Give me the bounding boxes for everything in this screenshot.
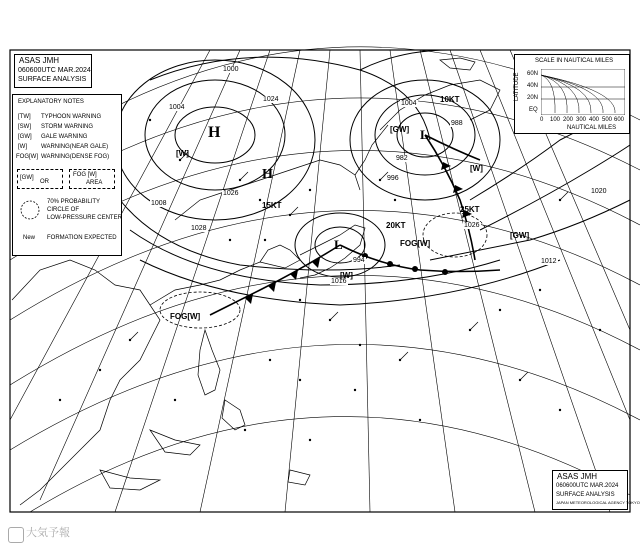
scale-x-tick: 500 — [602, 117, 613, 123]
low-pressure-value: 1004 — [169, 104, 185, 111]
header-top-line1: ASAS JMH — [19, 56, 60, 65]
speed-label: 10KT — [440, 95, 460, 104]
scale-title: SCALE IN NAUTICAL MILES — [535, 58, 614, 64]
header-bottom-line1: ASAS JMH — [557, 472, 598, 481]
legend-new-text: FORMATION EXPECTED — [47, 235, 117, 241]
legend-area-fog: FOG [W] — [73, 172, 97, 178]
isobar-label: 1008 — [151, 200, 167, 207]
scale-x-tick: 600 — [614, 117, 625, 123]
low-center-marker: L — [334, 237, 343, 252]
scale-x-label: NAUTICAL MILES — [567, 125, 617, 131]
legend-area-or: OR — [40, 179, 49, 185]
low-pressure-value: 994 — [353, 257, 365, 264]
header-top-line3: SURFACE ANALYSIS — [18, 76, 87, 83]
scale-x-tick: 300 — [576, 117, 587, 123]
warning-label: [W] — [176, 149, 189, 158]
legend-item-text: WARNING(DENSE FOG) — [41, 154, 110, 160]
legend-new-label: New — [23, 235, 36, 241]
speed-label: 20KT — [386, 221, 406, 230]
legend-item-code: FOG[W] — [16, 154, 38, 160]
scale-x-tick: 100 — [550, 117, 561, 123]
header-top-line2: 060600UTC MAR.2024 — [18, 67, 91, 74]
watermark-text: 大気予報 — [26, 527, 70, 539]
speed-label: 15KT — [262, 201, 282, 210]
warning-label: [W] — [340, 271, 353, 280]
warning-label: [W] — [470, 164, 483, 173]
low-pressure-value: 982 — [396, 155, 408, 162]
isobar-label: 1028 — [191, 225, 207, 232]
legend-item-text: TYPHOON WARNING — [41, 114, 102, 120]
legend — [12, 94, 122, 256]
isobar-label: 1020 — [591, 188, 607, 195]
isobar-label: 988 — [451, 120, 463, 127]
warning-label: FOG[W] — [400, 239, 431, 248]
isobar-label: 1004 — [401, 100, 417, 107]
scale-box — [514, 54, 630, 134]
scale-lat-tick: 60N — [527, 71, 539, 77]
legend-item-code: [TW] — [18, 114, 31, 120]
legend-area-gw: [GW] — [20, 175, 34, 181]
isobar-label: 1016 — [331, 278, 347, 285]
scale-x-tick: 200 — [563, 117, 574, 123]
probability-circle-icon — [19, 199, 41, 221]
scale-x-tick: 0 — [540, 117, 544, 123]
legend-prob-line3: LOW-PRESSURE CENTER — [47, 215, 122, 221]
legend-item-code: [W] — [18, 144, 27, 150]
isobar-label: 996 — [387, 175, 399, 182]
watermark-logo-icon — [8, 527, 24, 543]
legend-prob-line1: 70% PROBABILITY — [47, 199, 101, 205]
legend-prob-line2: CIRCLE OF — [47, 207, 80, 213]
isobar-label: 1000 — [223, 66, 239, 73]
header-top — [14, 54, 92, 88]
header-bottom-line3: SURFACE ANALYSIS — [556, 492, 615, 498]
speed-label: 25KT — [460, 205, 480, 214]
isobar-label: 1012 — [541, 258, 557, 265]
legend-item-text: WARNING(NEAR GALE) — [41, 144, 109, 150]
legend-item-code: [SW] — [18, 124, 31, 130]
legend-item-text: GALE WARNING — [41, 134, 88, 140]
legend-area-gw-box — [17, 169, 63, 189]
scale-graph — [541, 69, 625, 115]
warning-label: FOG[W] — [170, 312, 201, 321]
low-center-marker: L — [420, 127, 429, 142]
high-pressure-value: 1026 — [464, 222, 480, 229]
legend-area-word: AREA — [86, 180, 103, 186]
header-bottom — [552, 470, 640, 510]
agency-label: JAPAN METEOROLOGICAL AGENCY TOKYO — [556, 500, 640, 505]
high-pressure-value: 1026 — [223, 190, 239, 197]
warning-label: [GW] — [390, 125, 410, 134]
isobar-label: 1024 — [263, 96, 279, 103]
high-center-marker: H — [262, 167, 273, 182]
legend-title: EXPLANATORY NOTES — [18, 99, 84, 105]
legend-area-fog-box — [69, 169, 115, 189]
scale-lat-tick: 20N — [527, 95, 539, 101]
header-bottom-line2: 060600UTC MAR.2024 — [556, 483, 619, 489]
legend-item-text: STORM WARNING — [41, 124, 93, 130]
scale-lat-label: LATITUDE — [514, 72, 520, 101]
high-center-marker: H — [208, 124, 221, 141]
legend-item-code: [GW] — [18, 134, 32, 140]
scale-lat-tick: 40N — [527, 83, 539, 89]
scale-lat-tick: EQ — [529, 107, 538, 113]
warning-label: [GW] — [510, 231, 530, 240]
scale-x-tick: 400 — [589, 117, 600, 123]
